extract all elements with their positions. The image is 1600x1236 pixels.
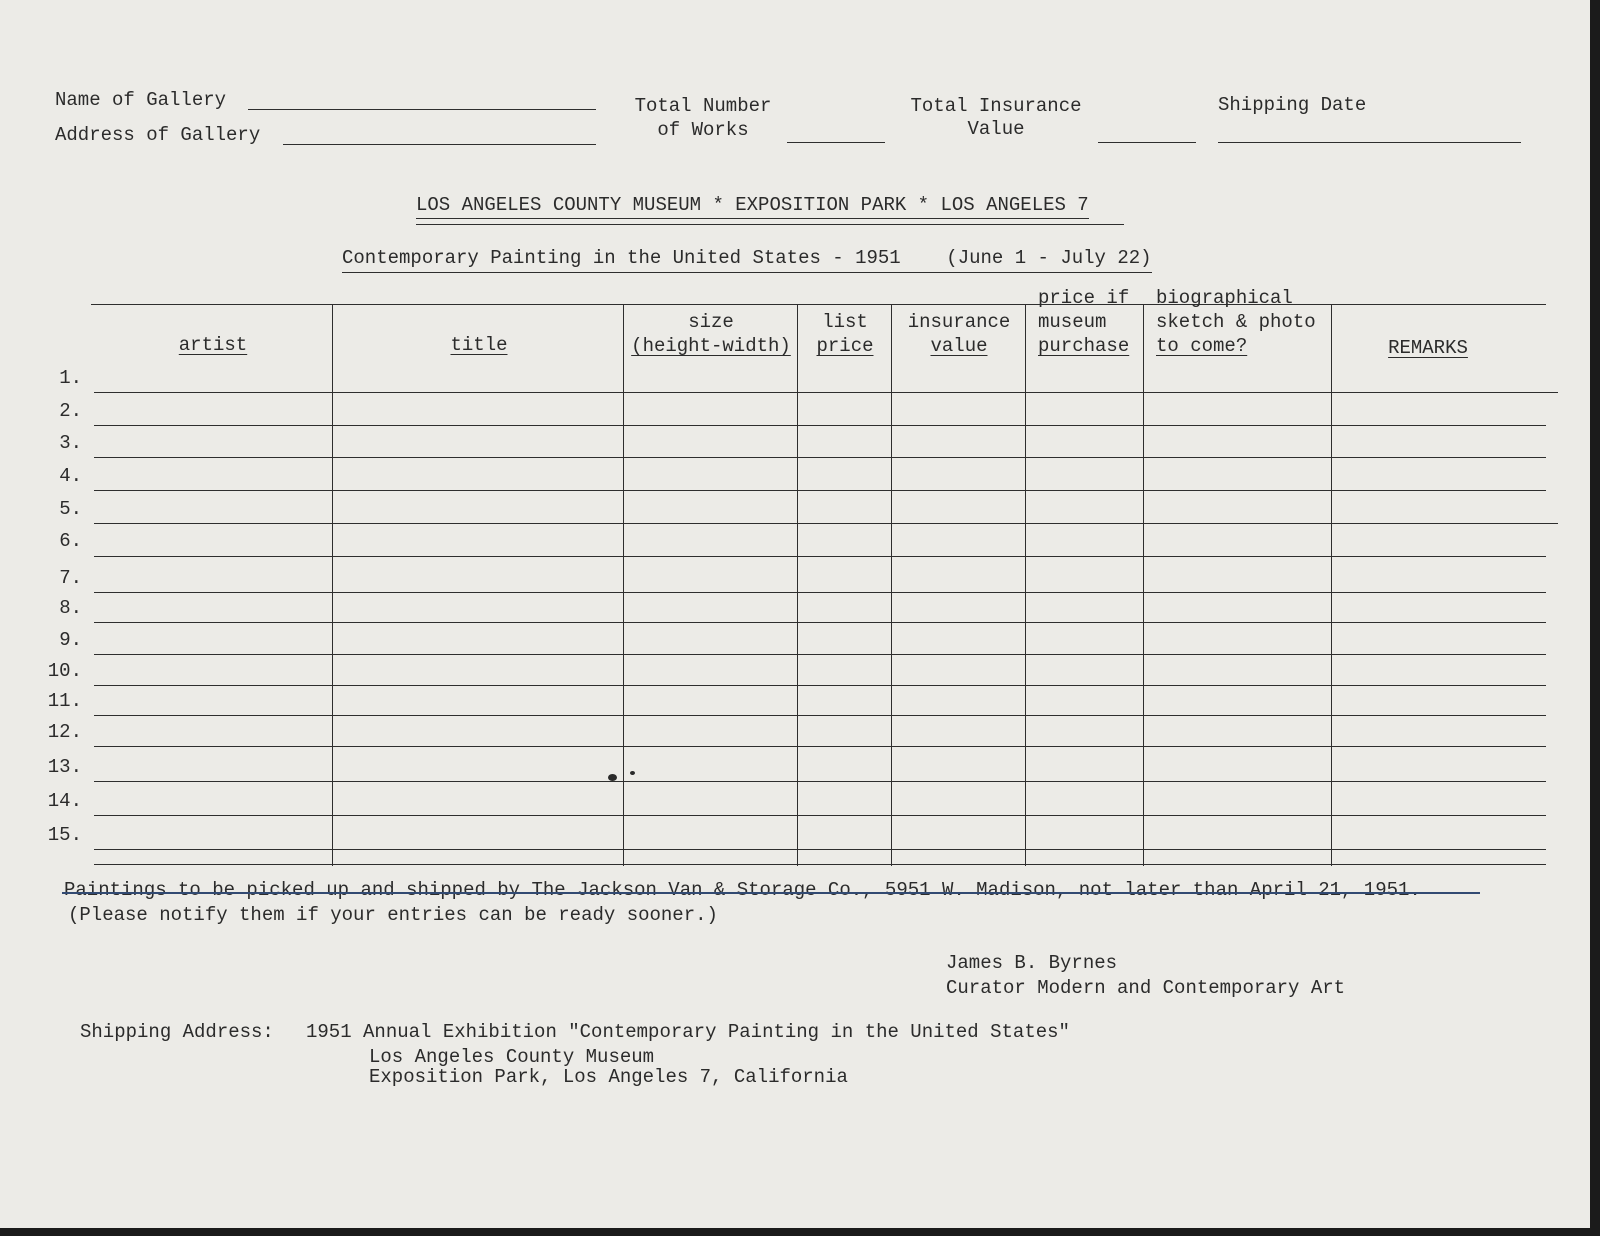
shipping-note-2: (Please notify them if your entries can be ready sooner.) [68, 904, 718, 926]
signature-name: James B. Byrnes [946, 952, 1118, 974]
column-header-list-price: list price [816, 311, 874, 357]
museum-title-double-underline [416, 224, 1124, 225]
row-number: 10. [47, 660, 82, 682]
row-number: 3. [59, 432, 82, 454]
table-row[interactable] [94, 490, 1546, 491]
table-row[interactable] [94, 622, 1546, 623]
address-of-gallery-label: Address of Gallery [55, 124, 261, 146]
shipping-address-line-2: Los Angeles County Museum [369, 1046, 655, 1068]
table-row[interactable] [94, 654, 1546, 655]
table-row[interactable] [94, 746, 1546, 747]
table-row[interactable] [94, 592, 1546, 593]
row-number: 15. [47, 824, 82, 846]
row-number: 4. [59, 465, 82, 487]
museum-title: LOS ANGELES COUNTY MUSEUM * EXPOSITION PARK * LOS ANGELES 7 [416, 196, 1089, 219]
total-insurance-label-1: Total Insurance [910, 95, 1082, 117]
shipping-date-field[interactable] [1218, 142, 1521, 143]
table-row[interactable] [94, 715, 1546, 716]
name-of-gallery-field[interactable] [248, 109, 596, 110]
table-row[interactable] [94, 815, 1546, 816]
shipping-date-label: Shipping Date [1218, 94, 1367, 116]
row-number: 14. [47, 790, 82, 812]
row-number: 11. [47, 690, 82, 712]
table-bottom-rule [94, 864, 1546, 865]
table-row[interactable] [94, 849, 1546, 850]
name-of-gallery-label: Name of Gallery [55, 89, 227, 111]
exhibition-title: Contemporary Painting in the United States - 1951 (June 1 - July 22) [342, 249, 1152, 273]
ink-spot [630, 771, 635, 775]
strikethrough-mark [62, 892, 1480, 894]
signature-title: Curator Modern and Contemporary Art [946, 977, 1346, 999]
column-header-title: title [450, 334, 508, 356]
row-number: 9. [59, 629, 82, 651]
row-number: 7. [59, 567, 82, 589]
ink-spot [608, 774, 617, 781]
row-number: 1. [59, 367, 82, 389]
shipping-address-label: Shipping Address: [80, 1021, 274, 1043]
table-row[interactable] [94, 781, 1546, 782]
address-of-gallery-field[interactable] [283, 144, 596, 145]
total-number-label-1: Total Number [634, 95, 772, 117]
column-header-price-if-museum-purchase: price if museum purchase [1038, 287, 1130, 357]
table-row[interactable] [94, 556, 1546, 557]
table-row[interactable] [94, 425, 1546, 426]
row-number: 13. [47, 756, 82, 778]
column-header-artist: artist [178, 334, 248, 356]
row-number: 8. [59, 597, 82, 619]
column-header-insurance-value: insurance value [907, 311, 1011, 357]
row-number: 6. [59, 530, 82, 552]
total-number-label-2: of Works [657, 119, 749, 141]
total-insurance-field[interactable] [1098, 142, 1196, 143]
column-header-size: size (height-width) [631, 311, 791, 357]
shipping-address-line-1: 1951 Annual Exhibition "Contemporary Painting in the United States" [306, 1021, 1070, 1043]
table-row[interactable] [94, 523, 1558, 524]
row-number: 2. [59, 400, 82, 422]
total-number-field[interactable] [787, 142, 885, 143]
row-number: 12. [47, 721, 82, 743]
shipping-note-struck: Paintings to be picked up and shipped by The Jackson Van & Storage Co., 5951 W. Madison, not later than April 21, 1951. [64, 879, 1421, 901]
table-row[interactable] [94, 457, 1546, 458]
table-row[interactable] [94, 685, 1546, 686]
shipping-address-line-3: Exposition Park, Los Angeles 7, California [369, 1066, 848, 1088]
table-row[interactable] [94, 392, 1558, 393]
column-header-biographical-sketch: biographical sketch & photo to come? [1156, 287, 1316, 357]
row-number: 5. [59, 498, 82, 520]
column-header-remarks: REMARKS [1388, 337, 1468, 359]
total-insurance-label-2: Value [967, 118, 1025, 140]
